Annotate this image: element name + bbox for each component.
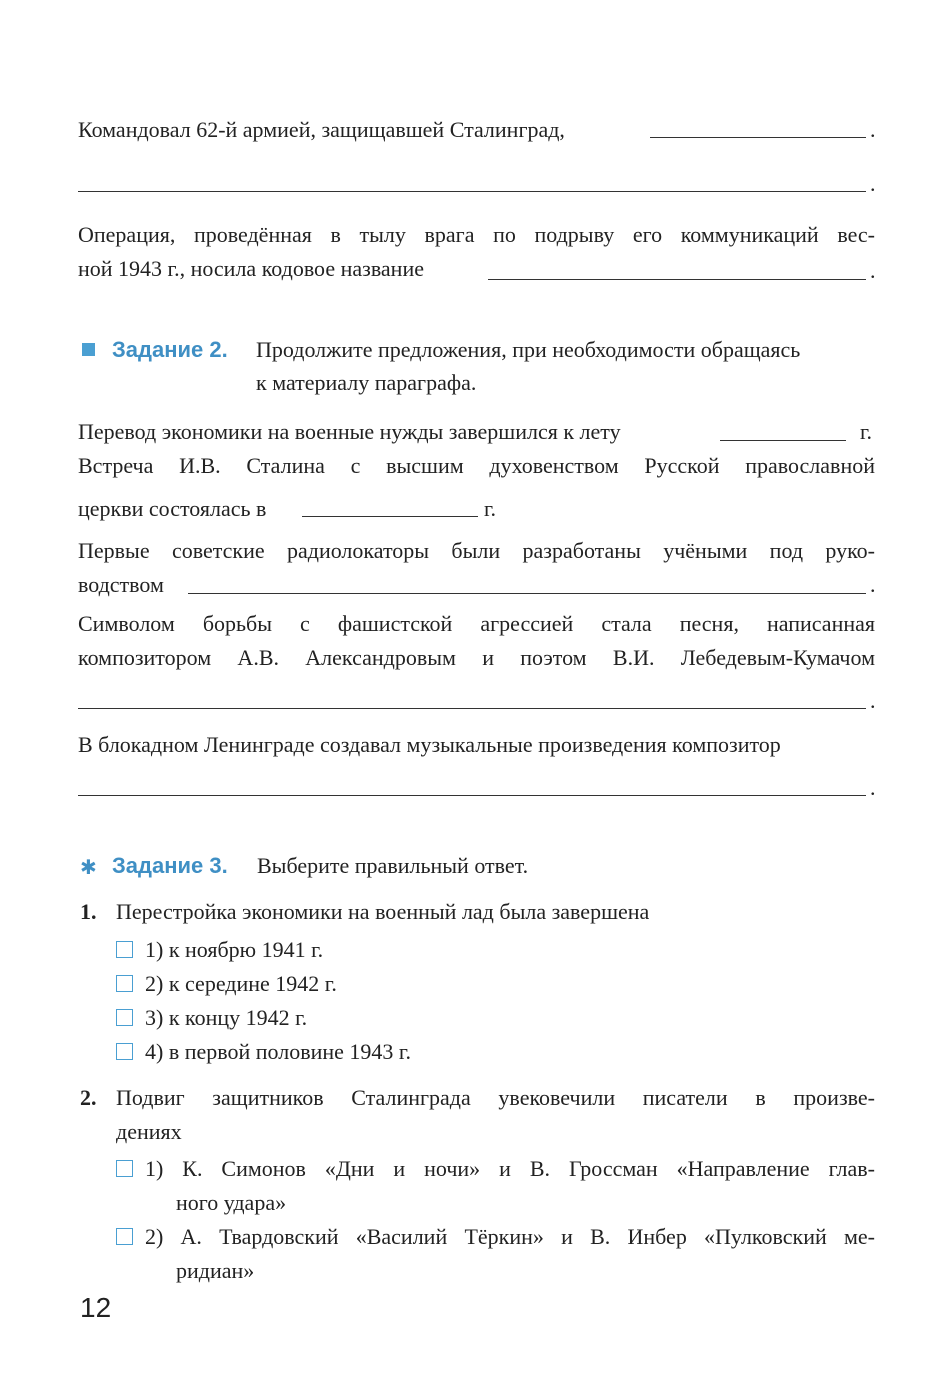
checkbox-q2-opt2[interactable] <box>116 1228 133 1245</box>
checkbox-q2-opt1[interactable] <box>116 1160 133 1177</box>
stalingrad-commander-prompt: Командовал 62-й армией, защищавшей Сталинград, <box>78 117 565 142</box>
economy-prompt: Перевод экономики на военные нужды завершился к лету <box>78 419 621 444</box>
q1-option-1: 1) к ноябрю 1941 г. <box>145 937 324 962</box>
square-bullet-icon <box>82 343 95 356</box>
q1-option-3: 3) к концу 1942 г. <box>145 1005 308 1030</box>
page-number: 12 <box>80 1292 112 1323</box>
star-bullet-icon: ✱ <box>80 855 97 879</box>
checkbox-q1-opt3[interactable] <box>116 1009 133 1026</box>
period: . <box>870 117 876 142</box>
task-3-label: Задание 3. <box>112 853 228 878</box>
period: . <box>870 258 876 283</box>
answer-line-commander[interactable] <box>650 137 866 138</box>
question-2-text-line1: Подвиг защитников Сталинграда увековечили писатели в произве- <box>116 1085 875 1110</box>
song-prompt-line2: композитором А.В. Александровым и поэтом В.И. Лебедевым-Кумачом <box>78 645 875 670</box>
answer-line-operation[interactable] <box>488 279 866 280</box>
clergy-prompt-line1: Встреча И.В. Сталина с высшим духовенством Русской православной <box>78 453 875 478</box>
answer-line-clergy[interactable] <box>302 516 478 517</box>
clergy-prompt-line2: церкви состоялась в <box>78 496 267 521</box>
task-2-text-line2: к материалу параграфа. <box>256 370 477 395</box>
operation-prompt-line1: Операция, проведённая в тылу врага по подрыву его коммуникаций вес- <box>78 222 875 247</box>
radar-prompt-line2: водством <box>78 572 164 597</box>
song-prompt-line1: Символом борьбы с фашистской агрессией стала песня, написанная <box>78 611 875 636</box>
answer-line-song[interactable] <box>78 708 866 709</box>
year-suffix: г. <box>860 419 873 444</box>
year-suffix: г. <box>484 496 497 521</box>
q2-option-1-line2: ного удара» <box>176 1190 287 1215</box>
answer-line-radar[interactable] <box>188 593 866 594</box>
composer-prompt: В блокадном Ленинграде создавал музыкальные произведения композитор <box>78 732 781 757</box>
task-2-label: Задание 2. <box>112 337 228 362</box>
checkbox-q1-opt2[interactable] <box>116 975 133 992</box>
period: . <box>870 171 876 196</box>
question-1-number: 1. <box>80 899 97 924</box>
checkbox-q1-opt1[interactable] <box>116 941 133 958</box>
period: . <box>870 775 876 800</box>
radar-prompt-line1: Первые советские радиолокаторы были разработаны учёными под руко- <box>78 538 875 563</box>
q1-option-2: 2) к середине 1942 г. <box>145 971 337 996</box>
answer-line-commander-2[interactable] <box>78 191 866 192</box>
q2-option-2-line2: ридиан» <box>176 1258 255 1283</box>
answer-line-economy[interactable] <box>720 440 846 441</box>
question-2-text-line2: дениях <box>116 1119 182 1144</box>
period: . <box>870 572 876 597</box>
checkbox-q1-opt4[interactable] <box>116 1043 133 1060</box>
q1-option-4: 4) в первой половине 1943 г. <box>145 1039 411 1064</box>
question-2-number: 2. <box>80 1085 97 1110</box>
task-2-text-line1: Продолжите предложения, при необходимости обращаясь <box>256 337 801 362</box>
task-3-text: Выберите правильный ответ. <box>257 853 529 878</box>
q2-option-2-line1: 2) А. Твардовский «Василий Тёркин» и В. Инбер «Пулковский ме- <box>145 1224 875 1249</box>
q2-option-1-line1: 1) К. Симонов «Дни и ночи» и В. Гроссман «Направление глав- <box>145 1156 875 1181</box>
period: . <box>870 688 876 713</box>
operation-prompt-line2: ной 1943 г., носила кодовое название <box>78 256 424 281</box>
question-1-text: Перестройка экономики на военный лад была завершена <box>116 899 650 924</box>
answer-line-composer[interactable] <box>78 795 866 796</box>
